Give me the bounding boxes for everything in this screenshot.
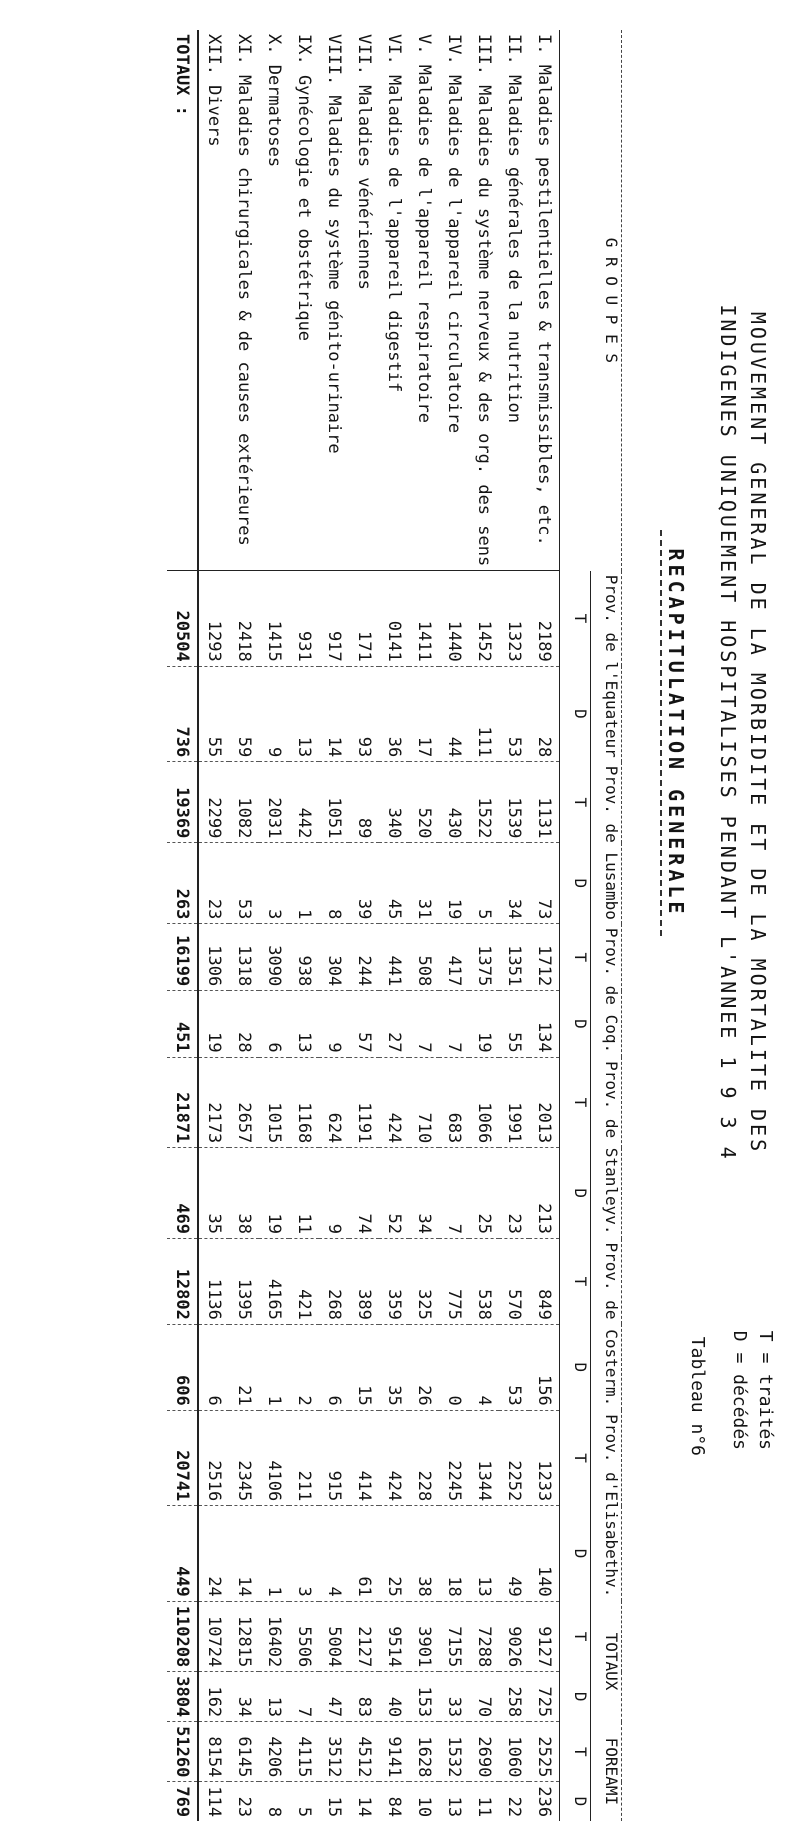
deceased-cell: 11 xyxy=(469,1782,499,1821)
table-row xyxy=(409,30,439,1821)
treated-cell: 5506 xyxy=(289,1601,319,1671)
group-label: V. Maladies de l'appareil respiratoire xyxy=(409,30,439,571)
deceased-cell: 236 xyxy=(529,1782,560,1821)
deceased-cell: 36 xyxy=(379,666,409,762)
deceased-cell: 23 xyxy=(198,843,229,924)
treated-cell: 1395 xyxy=(229,1239,259,1325)
legend-treated: T = traités xyxy=(755,1330,776,1450)
treated-cell: 538 xyxy=(469,1239,499,1325)
treated-cell: 325 xyxy=(409,1239,439,1325)
treated-cell: 359 xyxy=(379,1239,409,1325)
treated-cell: 6145 xyxy=(229,1722,259,1782)
deceased-cell: 1 xyxy=(289,843,319,924)
treated-cell: 1532 xyxy=(439,1722,469,1782)
group-label: XII. Divers xyxy=(198,30,229,571)
deceased-cell: 74 xyxy=(349,1148,379,1239)
treated-cell: 2418 xyxy=(229,571,259,667)
d-header: D xyxy=(560,1324,591,1410)
treated-cell: 915 xyxy=(319,1410,349,1506)
treated-cell: 1015 xyxy=(259,1057,289,1148)
treated-cell: 1539 xyxy=(499,762,529,843)
treated-cell: 508 xyxy=(409,924,439,991)
deceased-cell: 73 xyxy=(529,843,560,924)
d-header: D xyxy=(560,991,591,1057)
treated-cell: 1082 xyxy=(229,762,259,843)
deceased-cell: 5 xyxy=(469,843,499,924)
deceased-cell: 19 xyxy=(439,843,469,924)
col-costermansville: Prov. de Costerm. xyxy=(591,1239,622,1411)
total-cell: 20741 xyxy=(167,1410,198,1506)
d-header: D xyxy=(560,666,591,762)
deceased-cell: 725 xyxy=(529,1672,560,1722)
deceased-cell: 140 xyxy=(529,1506,560,1602)
deceased-cell: 3 xyxy=(259,843,289,924)
treated-cell: 2657 xyxy=(229,1057,259,1148)
groups-header: G R O U P E S xyxy=(560,30,622,571)
deceased-cell: 8 xyxy=(259,1782,289,1821)
group-label: III. Maladies du système nerveux & des org. des sens xyxy=(469,30,499,571)
deceased-cell: 13 xyxy=(469,1506,499,1602)
treated-cell: 1522 xyxy=(469,762,499,843)
province-header-row xyxy=(591,30,622,1821)
treated-cell: 7155 xyxy=(439,1601,469,1671)
deceased-cell: 6 xyxy=(198,1324,229,1410)
treated-cell: 849 xyxy=(529,1239,560,1325)
deceased-cell: 14 xyxy=(349,1782,379,1821)
deceased-cell: 1 xyxy=(259,1324,289,1410)
deceased-cell: 258 xyxy=(499,1672,529,1722)
deceased-cell: 40 xyxy=(379,1672,409,1722)
deceased-cell: 7 xyxy=(439,991,469,1057)
treated-cell: 570 xyxy=(499,1239,529,1325)
deceased-cell: 15 xyxy=(349,1324,379,1410)
table-row xyxy=(439,30,469,1821)
group-label: VI. Maladies de l'appareil digestif xyxy=(379,30,409,571)
total-cell: 263 xyxy=(167,843,198,924)
deceased-cell: 31 xyxy=(409,843,439,924)
t-header: T xyxy=(560,1601,591,1671)
deceased-cell: 13 xyxy=(439,1782,469,1821)
treated-cell: 441 xyxy=(379,924,409,991)
treated-cell: 1051 xyxy=(319,762,349,843)
treated-cell: 430 xyxy=(439,762,469,843)
total-cell: 12802 xyxy=(167,1239,198,1325)
deceased-cell: 24 xyxy=(198,1506,229,1602)
t-header: T xyxy=(560,924,591,991)
treated-cell: 2345 xyxy=(229,1410,259,1506)
t-header: T xyxy=(560,1722,591,1782)
treated-cell: 9127 xyxy=(529,1601,560,1671)
treated-cell: 10724 xyxy=(198,1601,229,1671)
treated-cell: 2690 xyxy=(469,1722,499,1782)
treated-cell: 4115 xyxy=(289,1722,319,1782)
treated-cell: 340 xyxy=(379,762,409,843)
group-label: VII. Maladies vénériennes xyxy=(349,30,379,571)
treated-cell: 211 xyxy=(289,1410,319,1506)
total-cell: 16199 xyxy=(167,924,198,991)
treated-cell: 1293 xyxy=(198,571,229,667)
deceased-cell: 22 xyxy=(499,1782,529,1821)
deceased-cell: 162 xyxy=(198,1672,229,1722)
deceased-cell: 28 xyxy=(529,666,560,762)
deceased-cell: 213 xyxy=(529,1148,560,1239)
deceased-cell: 8 xyxy=(319,843,349,924)
treated-cell: 1344 xyxy=(469,1410,499,1506)
treated-cell: 424 xyxy=(379,1410,409,1506)
table-row xyxy=(499,30,529,1821)
treated-cell: 304 xyxy=(319,924,349,991)
group-label: IX. Gynécologie et obstétrique xyxy=(289,30,319,571)
recap-title: RECAPITULATION GENERALE xyxy=(664,548,688,918)
deceased-cell: 13 xyxy=(259,1672,289,1722)
treated-cell: 1712 xyxy=(529,924,560,991)
total-cell: 51260 xyxy=(167,1722,198,1782)
treated-cell: 938 xyxy=(289,924,319,991)
deceased-cell: 39 xyxy=(349,843,379,924)
treated-cell: 442 xyxy=(289,762,319,843)
deceased-cell: 33 xyxy=(439,1672,469,1722)
col-totaux: TOTAUX xyxy=(591,1601,622,1721)
table-row xyxy=(319,30,349,1821)
deceased-cell: 114 xyxy=(198,1782,229,1821)
group-label: X. Dermatoses xyxy=(259,30,289,571)
deceased-cell: 55 xyxy=(499,991,529,1057)
treated-cell: 16402 xyxy=(259,1601,289,1671)
deceased-cell: 57 xyxy=(349,991,379,1057)
table-row xyxy=(379,30,409,1821)
treated-cell: 3090 xyxy=(259,924,289,991)
deceased-cell: 25 xyxy=(379,1506,409,1602)
deceased-cell: 38 xyxy=(409,1506,439,1602)
treated-cell: 1233 xyxy=(529,1410,560,1506)
deceased-cell: 53 xyxy=(229,843,259,924)
treated-cell: 421 xyxy=(289,1239,319,1325)
deceased-cell: 23 xyxy=(499,1148,529,1239)
deceased-cell: 38 xyxy=(229,1148,259,1239)
treated-cell: 624 xyxy=(319,1057,349,1148)
treated-cell: 0141 xyxy=(379,571,409,667)
d-header: D xyxy=(560,1148,591,1239)
total-cell: 451 xyxy=(167,991,198,1057)
deceased-cell: 11 xyxy=(289,1148,319,1239)
deceased-cell: 84 xyxy=(379,1782,409,1821)
total-cell: 19369 xyxy=(167,762,198,843)
treated-cell: 2252 xyxy=(499,1410,529,1506)
deceased-cell: 44 xyxy=(439,666,469,762)
treated-cell: 414 xyxy=(349,1410,379,1506)
table-row xyxy=(289,30,319,1821)
treated-cell: 1318 xyxy=(229,924,259,991)
total-cell: 736 xyxy=(167,666,198,762)
deceased-cell: 7 xyxy=(289,1672,319,1722)
table-body xyxy=(167,30,560,1821)
deceased-cell: 53 xyxy=(499,666,529,762)
treated-cell: 1351 xyxy=(499,924,529,991)
deceased-cell: 134 xyxy=(529,991,560,1057)
table-row xyxy=(529,30,560,1821)
deceased-cell: 4 xyxy=(319,1506,349,1602)
title-line-1: MOUVEMENT GENERAL DE LA MORBIDITE ET DE LA MORTALITE DES xyxy=(746,311,770,1155)
deceased-cell: 59 xyxy=(229,666,259,762)
deceased-cell: 0 xyxy=(439,1324,469,1410)
deceased-cell: 3 xyxy=(289,1506,319,1602)
t-header: T xyxy=(560,571,591,667)
treated-cell: 917 xyxy=(319,571,349,667)
treated-cell: 4206 xyxy=(259,1722,289,1782)
treated-cell: 1991 xyxy=(499,1057,529,1148)
recap-underline xyxy=(658,530,662,936)
table-row xyxy=(229,30,259,1821)
treated-cell: 1131 xyxy=(529,762,560,843)
deceased-cell: 28 xyxy=(229,991,259,1057)
table-row xyxy=(349,30,379,1821)
t-header: T xyxy=(560,1057,591,1148)
treated-cell: 2173 xyxy=(198,1057,229,1148)
table-row xyxy=(198,30,229,1821)
d-header: D xyxy=(560,1506,591,1602)
t-header: T xyxy=(560,1239,591,1325)
deceased-cell: 5 xyxy=(289,1782,319,1821)
treated-cell: 683 xyxy=(439,1057,469,1148)
treated-cell: 2013 xyxy=(529,1057,560,1148)
group-label: I. Maladies pestilentielles & transmissibles, etc. xyxy=(529,30,560,571)
t-header: T xyxy=(560,762,591,843)
treated-cell: 1628 xyxy=(409,1722,439,1782)
d-header: D xyxy=(560,1782,591,1821)
total-cell: 110208 xyxy=(167,1601,198,1671)
deceased-cell: 9 xyxy=(319,1148,349,1239)
treated-cell: 4165 xyxy=(259,1239,289,1325)
d-header: D xyxy=(560,1672,591,1722)
total-cell: 3804 xyxy=(167,1672,198,1722)
deceased-cell: 2 xyxy=(289,1324,319,1410)
total-cell: 606 xyxy=(167,1324,198,1410)
treated-cell: 1168 xyxy=(289,1057,319,1148)
total-cell: 20504 xyxy=(167,571,198,667)
deceased-cell: 4 xyxy=(469,1324,499,1410)
deceased-cell: 47 xyxy=(319,1672,349,1722)
deceased-cell: 13 xyxy=(289,666,319,762)
deceased-cell: 9 xyxy=(259,666,289,762)
treated-cell: 1452 xyxy=(469,571,499,667)
treated-cell: 2299 xyxy=(198,762,229,843)
deceased-cell: 19 xyxy=(198,991,229,1057)
deceased-cell: 10 xyxy=(409,1782,439,1821)
treated-cell: 3512 xyxy=(319,1722,349,1782)
deceased-cell: 111 xyxy=(469,666,499,762)
deceased-cell: 70 xyxy=(469,1672,499,1722)
treated-cell: 244 xyxy=(349,924,379,991)
deceased-cell: 1 xyxy=(259,1506,289,1602)
treated-cell: 1136 xyxy=(198,1239,229,1325)
title-line-2: INDIGENES UNIQUEMENT HOSPITALISES PENDANT L'ANNEE 1 9 3 4 xyxy=(716,304,740,1162)
deceased-cell: 45 xyxy=(379,843,409,924)
treated-cell: 4512 xyxy=(349,1722,379,1782)
treated-cell: 2189 xyxy=(529,571,560,667)
total-cell: 469 xyxy=(167,1148,198,1239)
treated-cell: 389 xyxy=(349,1239,379,1325)
deceased-cell: 61 xyxy=(349,1506,379,1602)
treated-cell: 710 xyxy=(409,1057,439,1148)
deceased-cell: 17 xyxy=(409,666,439,762)
treated-cell: 1415 xyxy=(259,571,289,667)
table-row xyxy=(469,30,499,1821)
deceased-cell: 13 xyxy=(289,991,319,1057)
total-cell: 769 xyxy=(167,1782,198,1821)
deceased-cell: 19 xyxy=(469,991,499,1057)
deceased-cell: 55 xyxy=(198,666,229,762)
treated-cell: 2516 xyxy=(198,1410,229,1506)
treated-cell: 424 xyxy=(379,1057,409,1148)
treated-cell: 8154 xyxy=(198,1722,229,1782)
totals-label: TOTAUX : xyxy=(167,30,198,571)
deceased-cell: 34 xyxy=(499,843,529,924)
treated-cell: 2127 xyxy=(349,1601,379,1671)
deceased-cell: 23 xyxy=(229,1782,259,1821)
treated-cell: 7288 xyxy=(469,1601,499,1671)
treated-cell: 2031 xyxy=(259,762,289,843)
deceased-cell: 83 xyxy=(349,1672,379,1722)
treated-cell: 9141 xyxy=(379,1722,409,1782)
treated-cell: 3901 xyxy=(409,1601,439,1671)
deceased-cell: 7 xyxy=(439,1148,469,1239)
d-header: D xyxy=(560,843,591,924)
treated-cell: 1191 xyxy=(349,1057,379,1148)
deceased-cell: 49 xyxy=(499,1506,529,1602)
treated-cell: 171 xyxy=(349,571,379,667)
total-cell: 449 xyxy=(167,1506,198,1602)
treated-cell: 1060 xyxy=(499,1722,529,1782)
deceased-cell: 14 xyxy=(229,1506,259,1602)
group-label: XI. Maladies chirurgicales & de causes extérieures xyxy=(229,30,259,571)
deceased-cell: 52 xyxy=(379,1148,409,1239)
treated-cell: 520 xyxy=(409,762,439,843)
deceased-cell: 6 xyxy=(319,1324,349,1410)
t-header: T xyxy=(560,1410,591,1506)
deceased-cell: 35 xyxy=(379,1324,409,1410)
treated-cell: 9026 xyxy=(499,1601,529,1671)
group-label: II. Maladies générales de la nutrition xyxy=(499,30,529,571)
deceased-cell: 156 xyxy=(529,1324,560,1410)
treated-cell: 1440 xyxy=(439,571,469,667)
col-coq: Prov. de Coq. xyxy=(591,924,622,1057)
deceased-cell: 26 xyxy=(409,1324,439,1410)
deceased-cell: 19 xyxy=(259,1148,289,1239)
legend-deceased: D = décédés xyxy=(729,1330,750,1450)
recap-table xyxy=(167,30,622,1821)
deceased-cell: 7 xyxy=(409,991,439,1057)
treated-cell: 1306 xyxy=(198,924,229,991)
treated-cell: 89 xyxy=(349,762,379,843)
treated-cell: 2245 xyxy=(439,1410,469,1506)
deceased-cell: 34 xyxy=(229,1672,259,1722)
deceased-cell: 34 xyxy=(409,1148,439,1239)
deceased-cell: 6 xyxy=(259,991,289,1057)
treated-cell: 931 xyxy=(289,571,319,667)
deceased-cell: 93 xyxy=(349,666,379,762)
deceased-cell: 9 xyxy=(319,991,349,1057)
table-row xyxy=(259,30,289,1821)
col-foreami: FOREAMI xyxy=(591,1722,622,1821)
treated-cell: 4106 xyxy=(259,1410,289,1506)
table-number: Tableau n°6 xyxy=(687,1336,708,1456)
treated-cell: 2525 xyxy=(529,1722,560,1782)
deceased-cell: 21 xyxy=(229,1324,259,1410)
group-label: VIII. Maladies du système génito-urinaire xyxy=(319,30,349,571)
treated-cell: 1323 xyxy=(499,571,529,667)
deceased-cell: 18 xyxy=(439,1506,469,1602)
treated-cell: 417 xyxy=(439,924,469,991)
treated-cell: 5004 xyxy=(319,1601,349,1671)
deceased-cell: 27 xyxy=(379,991,409,1057)
col-equateur: Prov. de l'Equateur xyxy=(591,571,622,762)
deceased-cell: 153 xyxy=(409,1672,439,1722)
totals-row xyxy=(167,30,198,1821)
treated-cell: 228 xyxy=(409,1410,439,1506)
deceased-cell: 53 xyxy=(499,1324,529,1410)
group-label: IV. Maladies de l'appareil circulatoire xyxy=(439,30,469,571)
treated-cell: 9514 xyxy=(379,1601,409,1671)
deceased-cell: 14 xyxy=(319,666,349,762)
col-stanleyville: Prov. de Stanleyv. xyxy=(591,1057,622,1238)
col-elisabethville: Prov. d'Elisabethv. xyxy=(591,1410,622,1601)
legend xyxy=(726,1331,778,1450)
treated-cell: 1411 xyxy=(409,571,439,667)
treated-cell: 1066 xyxy=(469,1057,499,1148)
deceased-cell: 35 xyxy=(198,1148,229,1239)
treated-cell: 12815 xyxy=(229,1601,259,1671)
deceased-cell: 15 xyxy=(319,1782,349,1821)
deceased-cell: 25 xyxy=(469,1148,499,1239)
treated-cell: 268 xyxy=(319,1239,349,1325)
col-lusambo: Prov. de Lusambo xyxy=(591,762,622,924)
treated-cell: 1375 xyxy=(469,924,499,991)
total-cell: 21871 xyxy=(167,1057,198,1148)
treated-cell: 775 xyxy=(439,1239,469,1325)
